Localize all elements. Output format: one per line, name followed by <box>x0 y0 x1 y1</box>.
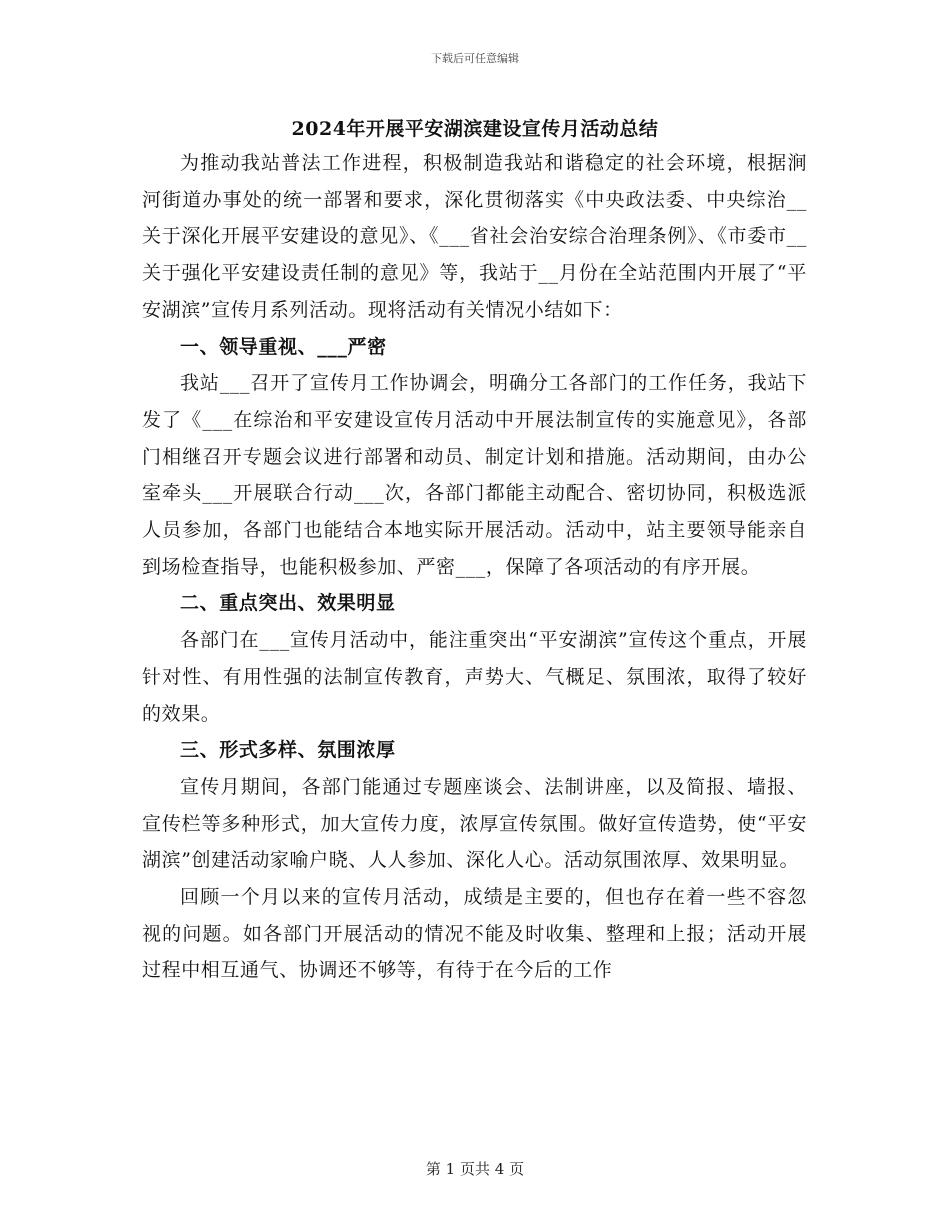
page-number: 第 1 页共 4 页 <box>425 1160 525 1178</box>
section-heading-1: 一、领导重视、___严密 <box>180 335 387 358</box>
page-header: 下载后可任意编辑 <box>431 52 519 65</box>
document-title: 2024年开展平安湖滨建设宣传月活动总结 <box>291 118 659 140</box>
section-heading-2: 二、重点突出、效果明显 <box>180 592 396 615</box>
section-paragraph-1: 我站___召开了宣传月工作协调会，明确分工各部门的工作任务，我站下发了《___在综治和平安建设宣传月活动中开展法制宣传的实施意见》，各部门相继召开专题会议进行部署和动员、制定计划和措施。活动期间，由办公室牵头___开展联合行动___次，各部门都能主动配合、密切协同，积极选派人员参加，各部门也能结合本地实际开展活动。活动中，站主要领导能亲自到场检查指导，也能积极参加、严密___，保障了各项活动的有序开展。 <box>142 372 807 578</box>
intro-paragraph: 为推动我站普法工作进程，积极制造我站和谐稳定的社会环境，根据涧河街道办事处的统一部署和要求，深化贯彻落实《中央政法委、中央综治__关于深化开展平安建设的意见》、《___省社会治安综合治理条例》、《市委市__关于强化平安建设责任制的意见》等，我站于__月份在全站范围内开展了“平安湖滨”宣传月系列活动。现将活动有关情况小结如下： <box>142 152 807 321</box>
closing-paragraph: 回顾一个月以来的宣传月活动，成绩是主要的，但也存在着一些不容忽视的问题。如各部门开展活动的情况不能及时收集、整理和上报；活动开展过程中相互通气、协调还不够等，有待于在今后的工作 <box>142 886 807 982</box>
section-paragraph-3: 宣传月期间，各部门能通过专题座谈会、法制讲座，以及简报、墙报、宣传栏等多种形式，加大宣传力度，浓厚宣传氛围。做好宣传造势，使“平安湖滨”创建活动家喻户晓、人人参加、深化人心。活动氛围浓厚、效果明显。 <box>142 775 807 872</box>
section-paragraph-2: 各部门在___宣传月活动中，能注重突出“平安湖滨”宣传这个重点，开展针对性、有用性强的法制宣传教育，声势大、气概足、氛围浓，取得了较好的效果。 <box>142 629 807 725</box>
document-body <box>142 145 807 989</box>
section-heading-3: 三、形式多样、氛围浓厚 <box>180 739 396 762</box>
